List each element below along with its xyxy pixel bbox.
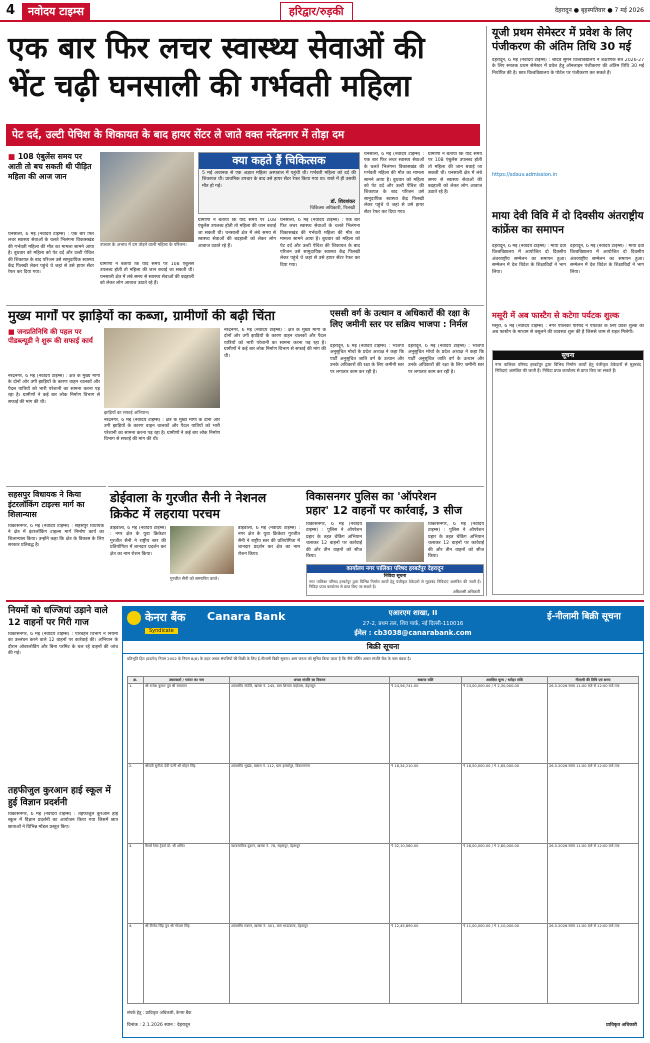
story2-body: विकासनगर, 6 मई (नवोदय टाइम्स) : तहफीजुल कुरआन हाई स्कूल में विज्ञान प्रदर्शनी का आयोजन किया गया जिसमें छात्र छात्राओं ने विभिन्न मॉडल प्रस्तुत किए। [8, 812, 118, 830]
sc-headline: एससी वर्ग के उत्थान व अधिकारों की रक्षा के लिए जमीनी स्तर पर सक्रिय भाजपा : निर्मल [330, 309, 470, 330]
bank-logo-icon [127, 611, 141, 625]
bank-intro: प्रतिभूति हित (प्रवर्तन) नियम 2002 के नियम 8(6) के तहत अचल संपत्तियों की बिक्री के लिए ई-नीलामी बिक्री सूचना। आम जनता को सूचित किया जाता है कि नीचे वर्णित अचल संपत्ति बैंक के पास बंधक है। [127, 656, 411, 661]
table-row: 3. मैसर्स शिव ट्रेडर्स प्रो. श्री अमित व्यावसायिक दुकान, खसरा नं. 78, सहसपुर, देहरादून ₹ 32,10,560.00 ₹ 28,00,000.00 / ₹ 2,80,000.00 26.5.2026 समय 11:00 बजे से 12:00 बजे तक [128, 843, 639, 923]
up-url[interactable]: https://sdsuv.admission.in [492, 172, 558, 178]
divider-3 [108, 486, 484, 487]
table-row: 2. श्रीमती सुनीता देवी पत्नी श्री मोहन सिंह आवासीय भूखंड, खसरा नं. 112, ग्राम हरबर्टपुर, विकासनगर ₹ 18,34,210.00 ₹ 16,50,000.00 / ₹ 1,65,000.00 26.5.2026 समय 11:00 बजे से 12:00 बजे तक [128, 763, 639, 843]
road-body-col2: नरेंद्रनगर, 6 मई (नवोदय टाइम्स) : क्षेत्र के मुख्य मार्गों के दोनों ओर उगी झाड़ियों के कारण वाहन चालकों और पैदल यात्रियों को भारी परेशानी का सामना करना पड़ रहा है। ग्रामीणों ने कई बार लोक निर्माण विभाग से सफाई की मांग की थी। [104, 418, 220, 443]
vikasnagar-photo [366, 522, 424, 562]
masthead [0, 0, 650, 22]
notice-body: नगर पालिका परिषद हरबर्टपुर द्वारा विभिन्न निर्माण कार्यों हेतु पंजीकृत ठेकेदारों से मुहरबंद निविदाएं आमंत्रित की जाती हैं। निविदा प्रपत्र कार्यालय से प्राप्त किए जा सकते हैं। [495, 362, 641, 373]
lead-subheadline: पेट दर्द, उल्टी पेचिश के शिकायत के बाद हायर सेंटर ले जाते वक्त नरेंद्रनगर में तोड़ा दम [6, 124, 480, 146]
masoori-headline: मसूरी में अब फास्टैग से कटेगा पर्यटक शुल्क [492, 311, 620, 320]
lead-body-col3: ग्रामीणों ने बताया कि यदि समय पर 108 एंबुलेंस उपलब्ध होती तो महिला की जान बचाई जा सकती थी। घनसाली क्षेत्र में लंबे समय से स्वास्थ्य सेवाओं की बदहाली को लेकर लोग आवाज उठाते रहे हैं। [198, 218, 276, 249]
sahaspur-body: विकासनगर, 6 मई (नवोदय टाइम्स) : सहसपुर विधायक ने क्षेत्र में इंटरलॉकिंग टाइल्स मार्ग निर्माण कार्य का शिलान्यास किया। उन्होंने कहा कि क्षेत्र के विकास के लिए सरकार प्रतिबद्ध है। [8, 524, 104, 549]
expert-author: डॉ. शिवशंकर [330, 199, 355, 205]
road-headline: मुख्य मार्गों पर झाड़ियों का कब्जा, ग्रामीणों की बढ़ी चिंता [8, 309, 276, 324]
maya-body: देहरादून, 6 मई (नवोदय टाइम्स) : माया देवी विश्वविद्यालय में आयोजित दो दिवसीय अंतरराष्ट्रीय सम्मेलन का समापन हुआ। सम्मेलन में देश विदेश के शिक्षाविदों ने भाग लिया। [492, 244, 566, 275]
table-row: 1. श्री राजेश कुमार पुत्र श्री रामलाल आवासीय संपत्ति, खसरा नं. 245, ग्राम शिमला बाईपास, देहरादून ₹ 24,56,741.00 ₹ 23,00,000.00 / ₹ 2,30,000.00 26.5.2026 समय 11:00 बजे से 12:00 बजे तक [128, 683, 639, 763]
bank-branch: एआरएम शाखा, II [388, 609, 438, 617]
lead-body-col5: घनसाली, 6 मई (नवोदय टाइम्स) : एक बार फिर लचर स्वास्थ्य सेवाओं के चलते भिलंगना विकासखंड की गर्भवती महिला की मौत का मामला सामने आया है। बुधवार को महिला को पेट दर्द और उल्टी पेचिश की शिकायत के बाद परिजन उसे सामुदायिक स्वास्थ्य केंद्र पिलखी लेकर पहुंचे थे जहां से उसे हायर सेंटर रेफर कर दिया गया। [364, 152, 424, 215]
bank-name-hindi: केनरा बैंक [145, 611, 186, 624]
table-row: 4. श्री विनोद सिंह पुत्र श्री गोपाल सिंह आवासीय मकान, खसरा नं. 301, ग्राम भाऊवाला, देहरादून ₹ 12,45,890.00 ₹ 11,00,000.00 / ₹ 1,10,000.00 26.5.2026 समय 11:00 बजे से 12:00 बजे तक [128, 923, 639, 1003]
doiwala-body: डोईवाला, 6 मई (नवोदय टाइम्स) : नगर क्षेत्र के युवा क्रिकेटर गुरजीत सैनी ने राष्ट्रीय स्तर की प्रतियोगिता में शानदार प्रदर्शन कर क्षेत्र का नाम रोशन किया। [110, 526, 166, 557]
sc-body-col2: देहरादून, 6 मई (नवोदय टाइम्स) : भाजपा अनुसूचित मोर्चा के प्रदेश अध्यक्ष ने कहा कि पार्टी अनुसूचित जाति वर्ग के उत्थान और उनके अधिकारों की रक्षा के लिए जमीनी स्तर पर लगातार काम कर रही है। [408, 344, 484, 375]
lead-body-2: ग्रामीणों ने बताया कि यदि समय पर 108 एंबुलेंस उपलब्ध होती तो महिला की जान बचाई जा सकती थी। घनसाली क्षेत्र में लंबे समय से स्वास्थ्य सेवाओं की बदहाली को लेकर लोग आवाज उठाते रहे हैं। [100, 262, 194, 287]
expert-box [198, 152, 360, 214]
bank-header [123, 607, 643, 641]
notice-title: सूचना [493, 351, 643, 360]
bank-name-eng: Canara Bank [207, 610, 286, 623]
lead-body-col6: ग्रामीणों ने बताया कि यदि समय पर 108 एंबुलेंस उपलब्ध होती तो महिला की जान बचाई जा सकती थी। घनसाली क्षेत्र में लंबे समय से स्वास्थ्य सेवाओं की बदहाली को लेकर लोग आवाज उठाते रहे हैं। [428, 152, 482, 196]
bullet-icon: ■ [8, 328, 15, 336]
lead-headline-line1: एक बार फिर लचर स्वास्थ्य सेवाओं की [8, 31, 425, 66]
bank-auction-table [127, 676, 639, 1004]
road-body: नरेंद्रनगर, 6 मई (नवोदय टाइम्स) : क्षेत्र के मुख्य मार्गों के दोनों ओर उगी झाड़ियों के कारण वाहन चालकों और पैदल यात्रियों को भारी परेशानी का सामना करना पड़ रहा है। ग्रामीणों ने कई बार लोक निर्माण विभाग से सफाई की मांग की थी। [8, 374, 100, 405]
notice-box [492, 350, 644, 595]
paper-name: नवोदय टाइम्स [22, 3, 90, 20]
lead-headline-line2: भेंट चढ़ी घनसाली की गर्भवती महिला [8, 69, 411, 104]
road-bullet: ■ जनप्रतिनिधि की पहल पर पीडब्ल्यूडी ने शुरू की सफाई कार्य [8, 328, 93, 345]
bank-email: ईमेल : cb3038@canarabank.com [354, 629, 472, 637]
bank-table-wrap [123, 676, 643, 1010]
municipal-notice-sub: निविदा सूचना [383, 574, 407, 579]
right-column-rule [486, 26, 487, 596]
doiwala-headline: डोईवाला के गुरजीत सैनी ने नेशनल क्रिकेट में लहराया परचम [110, 490, 267, 521]
vikasnagar-body: विकासनगर, 6 मई (नवोदय टाइम्स) : पुलिस ने ऑपरेशन प्रहार के तहत चेकिंग अभियान चलाकर 12 वाहनों पर कार्रवाई की और तीन वाहनों को सीज किया। [306, 522, 362, 560]
maya-body-col2: देहरादून, 6 मई (नवोदय टाइम्स) : माया देवी विश्वविद्यालय में आयोजित दो दिवसीय अंतरराष्ट्रीय सम्मेलन का समापन हुआ। सम्मेलन में देश विदेश के शिक्षाविदों ने भाग लिया। [570, 244, 644, 275]
bank-table-header: क्र. उधारकर्ता / गारंटर का नाम अचल संपत्ति का विवरण बकाया राशि आरक्षित मूल्य / धरोहर राशि नीलामी की तिथि एवं समय [128, 677, 639, 684]
divider-4 [6, 600, 644, 602]
vikasnagar-headline: विकासनगर पुलिस का 'ऑपरेशन प्रहार' 12 वाहनों पर कार्रवाई, 3 सीज [306, 490, 463, 517]
bank-footer [123, 1016, 643, 1036]
bank-address: 27-2, प्रथम तल, शिव पार्क, नई दिल्ली-110016 [362, 621, 464, 627]
up-body: देहरादून, 6 मई (नवोदय टाइम्स) : श्रीदेव सुमन विश्वविद्यालय ने शैक्षणिक सत्र 2026-27 के लिए स्नातक प्रथम सेमेस्टर में प्रवेश हेतु ऑनलाइन पंजीकरण की अंतिम तिथि 30 मई निर्धारित की है। छात्र विश्वविद्यालय के पोर्टल पर पंजीकरण कर सकते हैं। [492, 58, 644, 76]
sc-body: देहरादून, 6 मई (नवोदय टाइम्स) : भाजपा अनुसूचित मोर्चा के प्रदेश अध्यक्ष ने कहा कि पार्टी अनुसूचित जाति वर्ग के उत्थान और उनके अधिकारों की रक्षा के लिए जमीनी स्तर पर लगातार काम कर रही है। [330, 344, 404, 375]
municipal-notice [306, 564, 484, 596]
bank-contact: संपर्क हेतु : प्राधिकृत अधिकारी, केनरा बैंक [127, 1010, 192, 1015]
issue-date: देहरादून ● बृहस्पतिवार ● 7 मई 2026 [554, 7, 644, 14]
story1-headline: नियमों को धज्जियां उड़ाने वाले 12 वाहनों पर गिरी गाज [8, 606, 108, 628]
road-photo-caption: झाड़ियों का सफाई अभियान। [104, 411, 150, 416]
up-headline: यूजी प्रथम सेमेस्टर में प्रवेश के लिए पंजीकरण की अंतिम तिथि 30 मई [492, 26, 632, 53]
bank-ad [122, 606, 644, 1038]
lead-body-col4: घनसाली, 6 मई (नवोदय टाइम्स) : एक बार फिर लचर स्वास्थ्य सेवाओं के चलते भिलंगना विकासखंड की गर्भवती महिला की मौत का मामला सामने आया है। बुधवार को महिला को पेट दर्द और उल्टी पेचिश की शिकायत के बाद परिजन उसे सामुदायिक स्वास्थ्य केंद्र पिलखी लेकर पहुंचे थे जहां से उसे हायर सेंटर रेफर कर दिया गया। [280, 218, 360, 268]
municipal-notice-body: नगर पालिका परिषद हरबर्टपुर द्वारा विभिन्न निर्माण कार्यों हेतु पंजीकृत ठेकेदारों से मुहरबंद निविदाएं आमंत्रित की जाती हैं। निविदा प्रपत्र कार्यालय से प्राप्त किए जा सकते हैं। [309, 579, 481, 589]
road-body-col3: नरेंद्रनगर, 6 मई (नवोदय टाइम्स) : क्षेत्र के मुख्य मार्गों के दोनों ओर उगी झाड़ियों के कारण वाहन चालकों और पैदल यात्रियों को भारी परेशानी का सामना करना पड़ रहा है। ग्रामीणों ने कई बार लोक निर्माण विभाग से सफाई की मांग की थी। [224, 328, 326, 359]
bank-tagline: Syndicate [145, 628, 178, 634]
divider-2 [6, 486, 106, 487]
bank-date-place: दिनांक : 2.1.2026 स्थान : देहरादून [127, 1023, 191, 1028]
lead-photo [100, 152, 194, 242]
section-name: हरिद्वार/रुड़की [280, 2, 353, 21]
lead-bullets [8, 152, 96, 182]
bank-signature: प्राधिकृत अधिकारी [606, 1023, 637, 1028]
vikasnagar-body-col2: विकासनगर, 6 मई (नवोदय टाइम्स) : पुलिस ने ऑपरेशन प्रहार के तहत चेकिंग अभियान चलाकर 12 वाहनों पर कार्रवाई की और तीन वाहनों को सीज किया। [428, 522, 484, 560]
bank-eauction: ई-नीलामी बिक्री सूचना [547, 612, 621, 622]
story2-headline: तहफीजुल कुरआन हाई स्कूल में हुई विज्ञान प्रदर्शनी [8, 786, 111, 808]
lead-bullet-1: ■ 108 एंबुलेंस समय पर आती तो बच सकती थी पीड़ित महिला की आज जान [8, 152, 92, 181]
lead-photo-caption: उपचार के अभाव में दम तोड़ने वाली महिला के परिजन। [100, 243, 187, 248]
doiwala-photo [170, 526, 234, 574]
divider-1 [6, 305, 484, 306]
masoori-body: मसूरी, 6 मई (नवोदय टाइम्स) : नगर पालिका परिषद ने पर्यटकों के लिए प्रवेश शुल्क को अब फास्टैग के माध्यम से वसूलने की व्यवस्था शुरू की है जिससे जाम से राहत मिलेगी। [492, 324, 644, 336]
expert-author-role: चिकित्सा अधिकारी, पिलखी [309, 206, 355, 211]
doiwala-body-col2: डोईवाला, 6 मई (नवोदय टाइम्स) : नगर क्षेत्र के युवा क्रिकेटर गुरजीत सैनी ने राष्ट्रीय स्तर की प्रतियोगिता में शानदार प्रदर्शन कर क्षेत्र का नाम रोशन किया। [238, 526, 300, 557]
municipal-notice-title: कार्यालय नगर पालिका परिषद हरबर्टपुर देहरादून [307, 565, 483, 573]
sahaspur-headline: सहसपुर विधायक ने किया इंटरलॉकिंग टाइल्स मार्ग का शिलान्यास [8, 490, 85, 519]
story1-body: विकासनगर, 6 मई (नवोदय टाइम्स) : परिवहन विभाग ने नियमों का उल्लंघन करने वाले 12 वाहनों पर कार्रवाई की। अभियान के दौरान ओवरलोडिंग और बिना परमिट के चल रहे वाहनों की जांच की गई। [8, 632, 118, 657]
maya-headline: माया देवी विवि में दो दिवसीय अंतराष्ट्रीय कांफ्रेंस का समापन [492, 210, 644, 236]
bank-notice-heading: बिक्री सूचना [123, 641, 643, 654]
doiwala-photo-caption: गुरजीत सैनी को सम्मानित करते। [170, 576, 219, 581]
expert-box-body: 5 मई अचानक से एक अज्ञात महिला अस्पताल में पहुंची थी। गर्भवती महिला को दर्द की शिकायत थी। प्राथमिक उपचार के बाद उसे हायर सेंटर रेफर किया गया था। रास्ते में ही उसकी मौत हो गई। [202, 171, 356, 189]
lead-headline [8, 30, 482, 106]
page-number: 4 [6, 3, 16, 18]
municipal-notice-sign: अधिशासी अधिकारी [452, 589, 480, 594]
lead-body: घनसाली, 6 मई (नवोदय टाइम्स) : एक बार फिर लचर स्वास्थ्य सेवाओं के चलते भिलंगना विकासखंड की गर्भवती महिला की मौत का मामला सामने आया है। बुधवार को महिला को पेट दर्द और उल्टी पेचिश की शिकायत के बाद परिजन उसे सामुदायिक स्वास्थ्य केंद्र पिलखी लेकर पहुंचे थे जहां से उसे हायर सेंटर रेफर कर दिया गया। [8, 232, 94, 276]
expert-box-title: क्या कहते हैं चिकित्सक [199, 153, 359, 169]
road-photo [104, 328, 220, 408]
bullet-icon: ■ [8, 152, 16, 161]
